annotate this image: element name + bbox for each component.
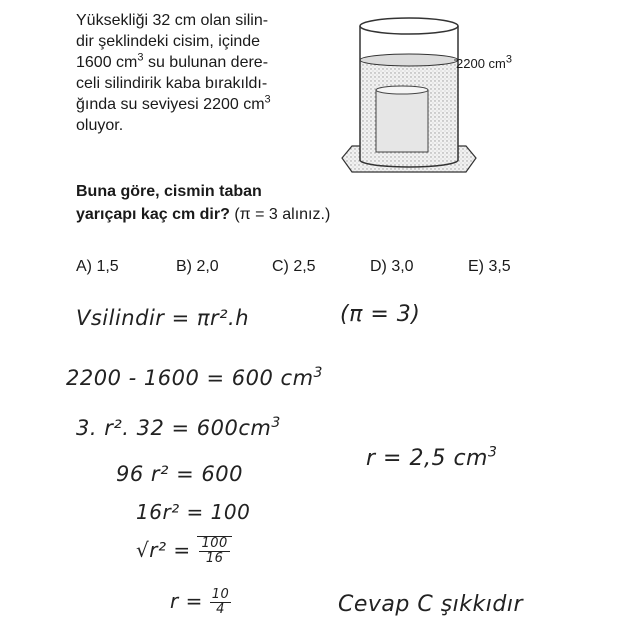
volume-equation: 3. r². $32 = 600cm^3$	[76, 415, 281, 440]
question-line-2: yarıçapı kaç cm dir? (π = 3 alınız.)	[76, 206, 331, 223]
pi-value-note: (π = 3)	[340, 302, 421, 327]
graduated-cylinder-drawing	[330, 8, 530, 188]
volume-label: 2200 $cm^3$	[456, 53, 512, 71]
volume-difference: 2200 - 1600 = 600 $cm^3$	[66, 365, 323, 390]
problem-line-4: celi silindirik kaba bırakıldı-	[76, 75, 268, 92]
problem-line-3: 1600 $cm^3$ su bulunan dere-	[76, 51, 269, 71]
simplified-equation: 96 r² = 600	[116, 462, 243, 486]
choice-d[interactable]: D) 3,0	[370, 258, 414, 275]
divided-equation: 16r² = 100	[136, 500, 251, 524]
problem-line-1: Yüksekliği 32 cm olan silin-	[76, 12, 269, 29]
square-root-step: √r² = $\frac{100}{16}$	[136, 536, 232, 566]
problem-line-6: oluyor.	[76, 117, 124, 134]
cylinder-figure	[330, 8, 530, 188]
pi-note: (π = 3 alınız.)	[234, 206, 331, 223]
choice-e[interactable]: E) 3,5	[468, 258, 511, 275]
choice-c[interactable]: C) 2,5	[272, 258, 316, 275]
radius-fraction: r = $\frac{10}{4}$	[170, 587, 230, 617]
problem-line-2: dir şeklindeki cisim, içinde	[76, 33, 261, 50]
question-text	[76, 180, 330, 226]
result-radius: r = 2,5 $cm^3$	[366, 444, 498, 471]
question-line-1: Buna göre, cismin taban	[76, 183, 262, 200]
problem-text	[76, 10, 346, 136]
answer-statement: Cevap C şıkkıdır	[338, 592, 523, 617]
choice-a[interactable]: A) 1,5	[76, 258, 119, 275]
choice-b[interactable]: B) 2,0	[176, 258, 219, 275]
problem-line-5: ğında su seviyesi 2200 $cm^3$	[76, 93, 271, 113]
formula-line: Vsilindir = πr².h	[76, 306, 250, 330]
